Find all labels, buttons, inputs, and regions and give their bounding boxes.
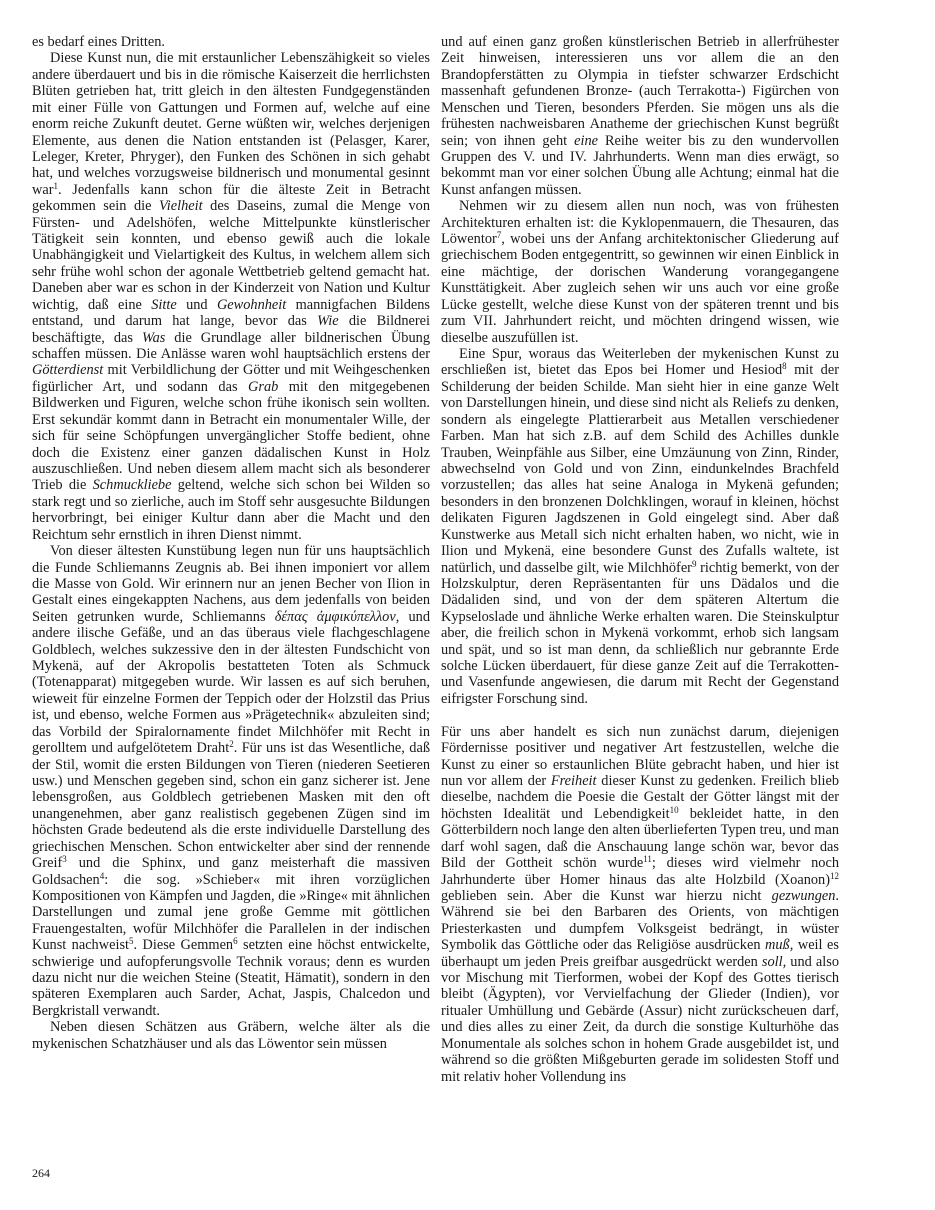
text-run: und die Sphinx, und ganz meisterhaft die massiven Goldsachen: [32, 855, 430, 888]
text-run: Diese Kunst nun, die mit erstaunlicher Lebenszähigkeit so vieles andere überdauert und bis in die römische Kaiserzeit die herrlichsten Blüten getrieben hat, tritt gleich in den ältesten Fundgegenständen mit einer Fülle von Gattungen und Formen auf, welche auf eine enorm reiche Zukunft deutet. Gerne wüßten wir, welches derjenigen Elemente, aus denen die Nation entstanden ist (Pelasger, Karer, Leleger, Kreter, Phryger), den Funken des Schönen in sich gehabt hat, und welches vorzugsweise bildnerisch und monumental gesinnt war: [32, 50, 430, 198]
text-run: . Für uns ist das Wesentliche, daß der Stil, womit die ersten Bildungen von Tieren (niederen Seetieren usw.) und Menschen gegeben sind, schon ein ganz sicherer ist. Jene lebensgroßen, aus Goldblech getriebenen Masken mit den oft unangenehmen, aber ganz realistisch gegebenen Zügen sind im höchsten Grade bedeutend als die erste individuelle Darstellung des griechischen Menschen. Schon entwickelter aber sind der rennende Greif: [32, 740, 430, 872]
italic-text: Schmuckliebe: [92, 477, 172, 494]
paragraph: [32, 50, 430, 543]
footnote-marker: 6: [233, 936, 238, 947]
italic-text: Was: [141, 329, 166, 346]
text-run: mit den mitgegebenen Bildwerken und Figuren, welche schon frühe ikonisch sein wollten. Erst sekundär kommt dann in Betracht ein monumentaler Wille, der sich für seine Schöpfungen unvergänglicher Stoffe bedient, ohne doch die Existenz einer ganzen dädalischen Kunst in Holz auszuschließen. Und neben diesem allem macht sich als besonderer Trieb die: [32, 378, 430, 494]
footnote-marker: 9: [691, 558, 697, 569]
text-run: es bedarf eines Dritten.: [32, 34, 166, 50]
text-run: richtig bemerkt, von der Holzskulptur, deren Repräsentanten für uns Dädalos und die Dädaliden sind, und von der dem späteren Altertum die Kypseloslade und ähnliche Werke erhalten waren. Die Steinskulptur aber, die freilich schon in Mykenä vorkommt, erhob sich langsam und spät, und so ist man denn, da schließlich nur gebrannte Erde solche Lücken überdauert, für diese ganze Zeit auf die Terrakotten- und Vasenfunde angewiesen, die darum mit Recht der Gegenstand eifrigster Forschung sind.: [441, 559, 839, 707]
footnote-marker: 8: [782, 361, 787, 372]
text-run: setzten eine höchst entwickelte, schwierige und aufopferungsvolle Technik voraus; denn es wurden dazu nicht nur die weichen Steine (Steatit, Hämatit), sondern in den späteren Exemplaren auch Sarder, Achat, Jaspis, Chalcedon und Bergkristall verwandt.: [32, 937, 430, 1019]
text-run: dieser Kunst zu gedenken. Freilich blieb dieselbe, nachdem die Poesie die Gestalt der Götter längst mit der höchsten Idealität und Lebendigkeit: [441, 772, 839, 822]
footnote-marker: 1: [53, 180, 59, 191]
footnote-marker: 7: [496, 230, 502, 241]
text-run: die Grundlage aller bildnerischen Übung schaffen müssen. Die Anlässe waren wohl hauptsächlich erstens der: [32, 329, 430, 363]
italic-text: Grab: [248, 378, 279, 395]
italic-text: Freiheit: [550, 772, 597, 789]
italic-text: Gewohnheit: [216, 296, 287, 313]
paragraph: [441, 198, 839, 346]
text-run: Reihe weiter bis zu den wundervollen Gruppen des V. und IV. Jahrhunderts. Wenn man dies erwägt, so bekommt man vor einer solchen Übung alle Achtung; einmal hat die Kunst anfangen müssen.: [441, 132, 840, 198]
italic-text: Sitte: [151, 296, 177, 313]
paragraph: [441, 34, 839, 198]
text-run: die Bildnerei beschäftigte, das: [32, 313, 430, 346]
footnote-marker: 3: [62, 854, 67, 865]
footnote-marker: 4: [99, 870, 105, 881]
text-run: . Während sie bei den Barbaren des Orients, von mächtigen Priesterkasten und dumpfem Volksgeist bedrängt, in wüster Symbolik das Göttliche oder das Religiöse ausdrücken: [441, 887, 839, 954]
text-run: Eine Spur, woraus das Weiterleben der mykenischen Kunst zu erschließen ist, bietet das Epos bei Homer und Hesiod: [441, 346, 839, 379]
text-run: Nehmen wir zu diesem allen nun noch, was von frühesten Architekturen erhalten ist: die Kyklopenmauern, die Thesauren, das Löwentor: [441, 198, 839, 248]
text-run: und: [176, 296, 217, 313]
text-run: und auf einen ganz großen künstlerischen Betrieb in allerfrühester Zeit hinweisen, interessieren uns vor allem die an den Brandopferstätten zu Olympia in tiefster schwarzer Erdschicht massenhaft gefundenen Bronze- (auch Terrakotta-) Figürchen von Menschen und Tieren, besonders Pferden. Sie mögen uns als die frühesten nachweisbaren Anatheme der griechischen Kunst begrüßt sein; von ihnen geht: [441, 34, 839, 149]
footnote-marker: 5: [129, 936, 134, 947]
text-run: und also vor Mischung mit Tierformen, wobei der Kopf des Gottes tierisch bleibt (Ägypten), vor Vervielfachung der Glieder (Indien), vor ritualer Umhüllung und Gebärde (Assur) nicht zurückscheuen darf, und dies alles zu einer Zeit, da durch die sonstige Kulturhöhe das Monumentale als solches schon in hohem Grade ausgebildet ist, und während so die größten Mißgeburten gerade im solidesten Stoff und mit relativ hoher Vollendung ins: [441, 953, 839, 1085]
text-run: , und andere ilische Gefäße, und an das überaus viele flachgeschlagene Goldblech, welches sukzessive den in der ältesten Fundschicht von Mykenä, auf der Akropolis bestatteten Toten als Schmuck (Totenapparat) mitgegeben wurde. Wir lassen es auf sich beruhen, wieweit für einzelne Formen der Teppich oder der Holzstil das Prius ist, und ebenso, welche Formen aus »Prägetechnik« abzuleiten sind; das Vorbild der Spiralornamente findet Milchhöfer mit Recht in gerolltem und aufgelötetem Draht: [32, 608, 430, 757]
paragraph: [32, 34, 430, 50]
footnote-marker: 11: [643, 854, 652, 865]
text-run: des Daseins, zumal die Menge von Fürsten- und Adelshöfen, welche Mittelpunkte künstlerischer Tätigkeit sein konnten, und ebenso gewiß auch die lokale Unabhängigkeit und Vielartigkeit des Kultus, in welchem allem sich sehr frühe wohl schon der agonale Wettbetrieb geltend gemacht hat. Daneben aber war es schon in der Kinderzeit von Nation und Kultur wichtig, daß eine: [32, 198, 430, 313]
paragraph: [441, 724, 839, 1085]
text-run: weil es überhaupt um jeden Preis greifbar ausgedrückt werden: [441, 937, 839, 970]
text-run: mit der Schilderung der beiden Schilde. Man sieht hier in eine ganze Welt von Darstellungen hinein, und diese sind nicht als Reliefs zu denken, sondern als eingelegte Plattierarbeit aus Metallen verschiedener Farben. Man hat sich z.B. auf dem Schild des Achilles dunkle Trauben, Weinpfähle aus Silber, eine Umzäunung von Zinn, Rinder, abwechselnd von Gold und von Zinn, eindunkelndes Brachfeld vorzustellen; das alles hat seine Analoga in Mykenä gefunden; besonders in den bronzenen Dolchklingen, worauf in kleinen, höchst delikaten Figuren Jagdszenen in Gold eingelegt sind. Aber daß Kunstwerke aus Metall sich nicht erhalten haben, wo nicht, wie in Ilion und Mykenä, eine besondere Gunst des Zufalls waltete, ist natürlich, und dasselbe gilt, wie Milchhöfer: [441, 362, 839, 576]
text-run: Für uns aber handelt es sich nun zunächst darum, diejenigen Fördernisse positiver und negativer Art festzustellen, welche die Kunst zu einer so erstaunlichen Blüte gebracht haben, und hier ist nun vor allem der: [441, 723, 839, 789]
text-run: Neben diesen Schätzen aus Gräbern, welche älter als die mykenischen Schatzhäuser und als das Löwentor sein müssen: [32, 1019, 430, 1052]
text-run: geblieben sein. Aber die Kunst war hierzu nicht: [441, 887, 772, 904]
text-run: , wobei uns der Anfang architektonischer Gliederung auf griechischem Boden entgegentritt, so gewinnen wir einen Einblick in eine mächtige, der dorischen Wanderung vorangegangene Kunsttätigkeit. Aber zugleich sehen wir uns auch vor eine große Lücke gestellt, welche diese Kunst von der späteren trennt und bis zum VII. Jahrhundert reicht, und möchten dringend wissen, wie dieselbe auszufüllen ist.: [441, 231, 839, 346]
page-number: 264: [32, 1166, 50, 1180]
paragraph: [441, 346, 839, 707]
text-run: . Diese Gemmen: [133, 937, 234, 954]
italic-text: gezwungen: [771, 887, 836, 904]
italic-text: Götterdienst: [32, 362, 104, 379]
italic-text: eine: [574, 132, 598, 149]
text-run: mannigfachen Bildens entstand, und darum hat lange, bevor das: [32, 296, 431, 330]
text-run: Von dieser ältesten Kunstübung legen nun für uns hauptsächlich die Funde Schliemanns Zeugnis ab. Bei ihnen imponiert vor allem die Masse von Gold. Wir erinnern nur an jenen Becher von Ilion in Gestalt eines eingekappten Nachens, aus dem jedenfalls von beiden Seiten getrunken wurde, Schliemanns: [32, 543, 430, 625]
italic-text: Wie: [317, 313, 339, 330]
italic-text: Vielheit: [159, 198, 203, 215]
footnote-marker: 2: [229, 739, 234, 750]
italic-text: soll,: [761, 953, 787, 970]
footnote-marker: 10: [669, 804, 679, 815]
right-column: [441, 34, 839, 1085]
paragraph: [32, 1019, 430, 1052]
text-run: : die sog. »Schieber« mit ihren vorzüglichen Kompositionen von Kämpfen und Jagden, die »Ringe« mit ähnlichen Darstellungen und zumal jene große Gemme mit göttlichen Frauengestalten, wofür Milchhöfer die Parallelen in der indischen Kunst nachweist: [32, 871, 430, 954]
paragraph: [32, 543, 430, 1019]
italic-text: muß,: [765, 937, 794, 954]
text-run: . Jedenfalls kann schon für die älteste Zeit in Betracht gekommen sein die: [32, 181, 430, 215]
footnote-marker: 12: [830, 870, 839, 881]
left-column: [32, 34, 430, 1052]
text-run: geltend, welche sich schon bei Wilden so stark regt und so zierliche, auch im Stoff sehr ausgesuchte Bildungen hervorbringt, bei einiger Kultur dann aber die Macht und den Reichtum sehr ernstlich in ihren Dienst nimmt.: [32, 477, 430, 543]
italic-text: δέπας ἀμφικύπελλον: [274, 608, 396, 625]
text-run: bekleidet hatte, in den Götterbildern noch lange den alten überlieferten Typen treu, und man darf wohl sagen, daß die Anschauung lange schön war, bevor das Bild der Gottheit schön wurde: [441, 805, 839, 872]
text-run: ; dieses wird vielmehr noch Jahrhunderte über Homer hinaus das alte Holzbild (Xoanon): [441, 855, 839, 888]
text-run: mit Verbildlichung der Götter und mit Weihgeschenken figürlicher Art, und sodann das: [32, 362, 430, 395]
